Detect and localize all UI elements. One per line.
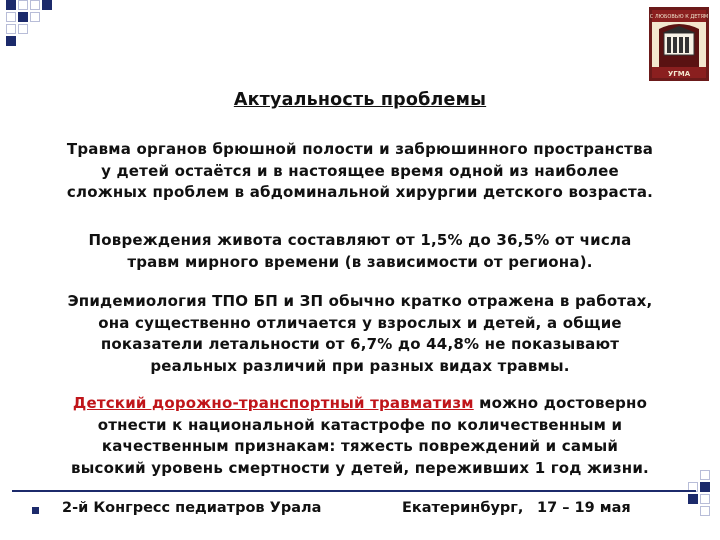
paragraph-1: [10, 139, 710, 204]
paragraph-1-line: у детей остаётся и в настоящее время одной из наиболее: [101, 161, 619, 180]
paragraph-2: [10, 230, 710, 273]
paragraph-4-line: качественным признакам: тяжесть повреждений и самый: [101, 437, 619, 455]
paragraph-4-line: высокий уровень смертности у детей, переживших 1 год жизни.: [71, 458, 649, 477]
footer-congress: 2-й Конгресс педиатров Урала: [62, 500, 322, 516]
paragraph-2-line: травм мирного времени (в зависимости от региона).: [127, 252, 593, 271]
paragraph-3: [10, 291, 710, 377]
logo-top-text: С ЛЮБОВЬЮ К ДЕТЯМ: [649, 14, 709, 20]
footer-divider: [12, 490, 696, 492]
logo-bottom-text: УГМА: [667, 70, 691, 78]
slide-title: Актуальность проблемы: [233, 90, 487, 110]
footer-city: Екатеринбург,: [402, 500, 524, 516]
paragraph-4-first-line: [10, 393, 710, 415]
paragraph-3-line: она существенно отличается у взрослых и детей, а общие: [98, 313, 622, 332]
paragraph-4: [10, 393, 710, 479]
highlight-link[interactable]: Детский дорожно-транспортный травматизм: [72, 394, 474, 412]
ugma-logo: [649, 7, 709, 81]
paragraph-3-line: показатели летальности от 6,7% до 44,8% не показывают: [100, 335, 620, 353]
paragraph-1-line: Травма органов брюшной полости и забрюшинного пространства: [66, 140, 654, 158]
paragraph-4-rest: можно достоверно: [473, 394, 648, 412]
paragraph-3-line: реальных различий при разных видах травмы.: [150, 356, 570, 375]
footer-dates: 17 – 19 мая: [537, 500, 631, 516]
paragraph-2-line: Повреждения живота составляют от 1,5% до 36,5% от числа: [88, 231, 632, 249]
footer-bullet-icon: [32, 507, 39, 514]
paragraph-1-line: сложных проблем в абдоминальной хирургии детского возраста.: [66, 183, 654, 201]
paragraph-4-line: отнести к национальной катастрофе по количественным и: [97, 415, 623, 434]
paragraph-3-line: Эпидемиология ТПО БП и ЗП обычно кратко отражена в работах,: [67, 292, 653, 310]
